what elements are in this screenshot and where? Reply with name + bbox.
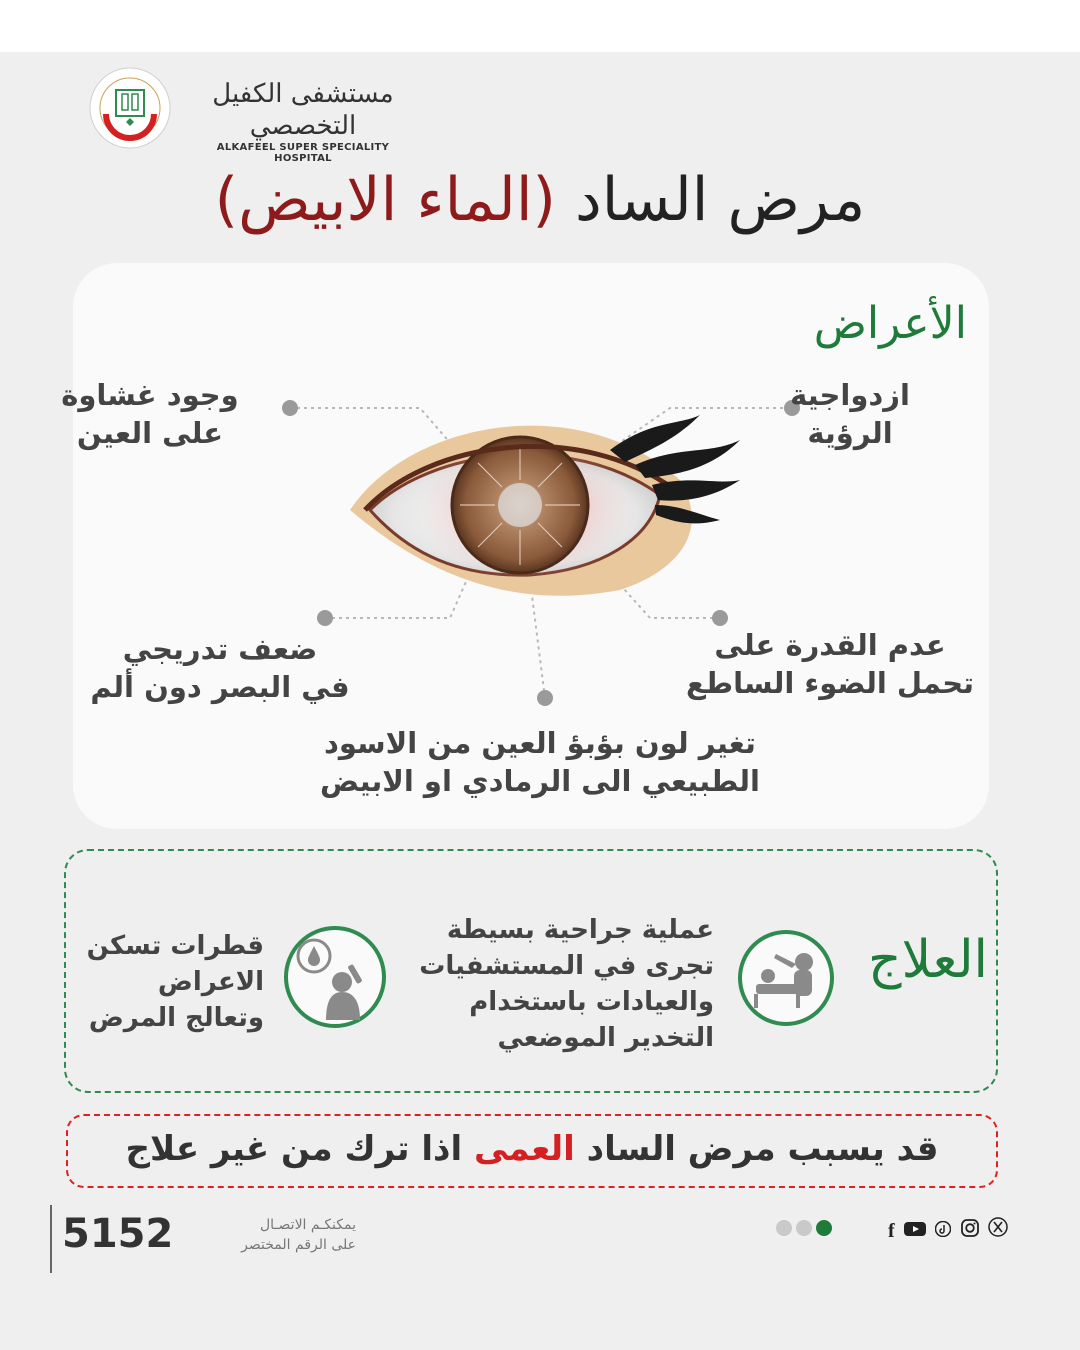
hospital-logo-text [198, 78, 408, 164]
title-highlight: (الماء الابيض) [214, 165, 556, 235]
indicator-dot [776, 1220, 792, 1236]
facebook-icon[interactable]: f [888, 1220, 895, 1242]
indicator-dot-active [816, 1220, 832, 1236]
symptoms-heading: الأعراض [813, 298, 967, 349]
tiktok-icon[interactable] [935, 1221, 951, 1242]
hospital-name-ar: مستشفى الكفيل التخصصي [212, 79, 394, 141]
symptom-haze: وجود غشاوة على العين [61, 378, 239, 450]
page-title [0, 160, 1080, 240]
title-main: مرض الساد [574, 165, 866, 235]
x-icon[interactable] [988, 1217, 1008, 1242]
warning-highlight: العمى [474, 1129, 575, 1169]
warning-banner [66, 1114, 998, 1188]
symptom-pupil-color: تغير لون بؤبؤ العين من الاسود الطبيعي الى الرمادي او الابيض [320, 726, 760, 798]
hospital-seal-logo [88, 66, 172, 150]
page-indicator [776, 1220, 836, 1240]
symptom-double-vision: ازدواجية الرؤية [790, 378, 910, 450]
treatment-heading: العلاج [868, 930, 988, 990]
eye-drops-icon [282, 924, 388, 1030]
contact-divider [50, 1205, 52, 1273]
symptom-gradual-weakness: ضعف تدريجي في البصر دون ألم [90, 632, 350, 704]
top-strip [0, 0, 1080, 52]
youtube-icon[interactable] [904, 1221, 926, 1242]
social-links [888, 1217, 1012, 1243]
warning-text-after: اذا ترك من غير علاج [125, 1129, 463, 1169]
contact-caption: يمكنكـم الاتصـال على الرقم المختصر [241, 1217, 356, 1253]
contact-block [50, 1205, 356, 1273]
symptom-light-sensitivity: عدم القدرة على تحمل الضوء الساطع [685, 628, 975, 700]
treatment-surgery-text: عملية جراحية بسيطة تجرى في المستشفيات والعيادات باستخدام التخدير الموضعي [419, 915, 714, 1053]
hospital-name-en: ALKAFEEL SUPER SPECIALITY HOSPITAL [216, 142, 390, 164]
contact-number[interactable]: 5152 [62, 1211, 174, 1257]
surgery-icon [736, 928, 836, 1028]
instagram-icon[interactable] [961, 1219, 979, 1242]
warning-text-before: قد يسبب مرض الساد [586, 1129, 939, 1169]
indicator-dot [796, 1220, 812, 1236]
treatment-drops-text: قطرات تسكن الاعراض وتعالج المرض [86, 931, 264, 1033]
